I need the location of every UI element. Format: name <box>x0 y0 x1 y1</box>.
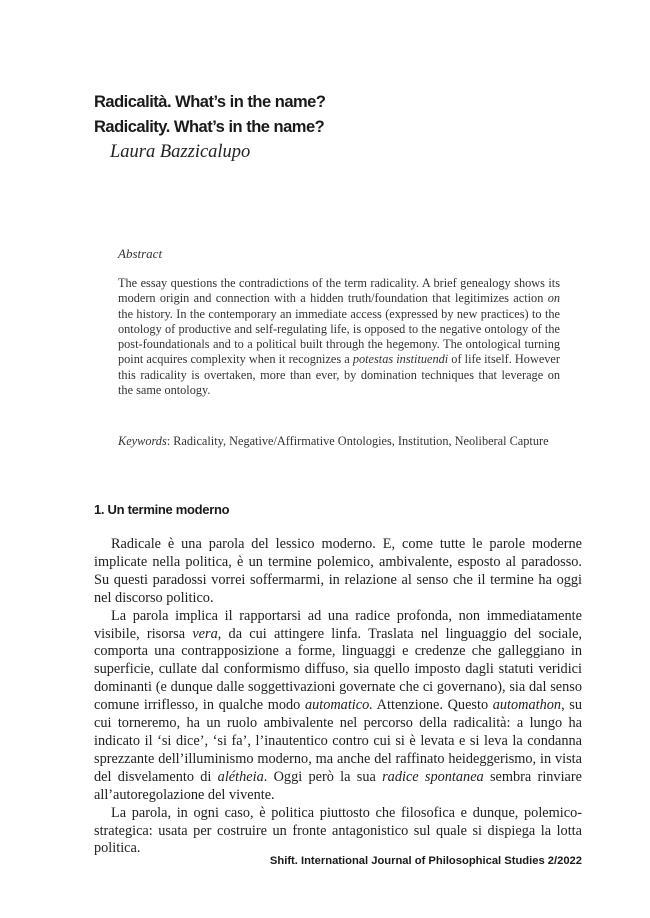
body-emphasis: automathon <box>492 697 562 714</box>
abstract-text: the history. In the contemporary an immediate access (expressed by new practices) to the ontology of productive and self-regulating life, is opposed to the negative ontology of the post-foundationals and to a political built through the hegemony. The ontological turning point acquires complexity when it recognizes a <box>118 306 560 367</box>
abstract-emphasis: potestas instituendi <box>352 352 449 367</box>
article-title-english: Radicality. What’s in the name? <box>94 118 325 136</box>
body-text-segment: sembra rinviare all’autoregolazione del vivente. <box>94 768 583 803</box>
section-body <box>94 536 582 858</box>
abstract-emphasis: on <box>547 291 560 306</box>
article-title-italian: Radicalità. What’s in the name? <box>94 93 326 111</box>
body-text-segment: La parola implica il rapportarsi ad una radice profonda, non immediatamente visibile, risorsa <box>94 607 582 642</box>
abstract-text: of life itself. However this radicality is overtaken, more than ever, by domination techniques that leverage on the same ontology. <box>118 352 560 398</box>
keywords-list: : Radicality, Negative/Affirmative Ontologies, Institution, Neoliberal Capture <box>166 434 549 448</box>
body-text-segment: , su cui torneremo, ha un ruolo ambivalente nel percorso della radicalità: a lungo ha indicato il ‘si dice’, ‘si fa’, l’inautentico contro cui si è levata e si leva la condanna sprezzante dell’illuminismo moderno, ma anche del raffinato heideggerismo, in vista del disvelamento di <box>94 697 582 785</box>
keywords <box>118 434 560 449</box>
abstract-text: The essay questions the contradictions of the term radicality. A brief genealogy shows its modern origin and connection with a hidden truth/foundation that legitimizes action <box>118 276 560 306</box>
body-text-segment: . Oggi però la sua <box>263 768 383 785</box>
keywords-label: Keywords <box>118 434 167 448</box>
section-heading: 1. Un termine moderno <box>94 502 230 517</box>
body-paragraph <box>94 608 582 805</box>
body-emphasis: vera <box>192 625 218 642</box>
body-emphasis: alétheia <box>217 768 264 785</box>
body-paragraph: La parola, in ogni caso, è politica piuttosto che filosofica e dunque, polemico-strategica: usata per costruire un fronte antagonistico sul quale si dispiega la lotta politica. <box>94 804 582 857</box>
body-paragraph: Radicale è una parola del lessico moderno. E, come tutte le parole moderne implicate nella politica, è un termine polemico, ambivalente, esposto al paradosso. Su questi paradossi vorrei soffermarmi, in relazione al senso che il termine ha oggi nel discorso politico. <box>94 536 582 606</box>
body-text-segment: Attenzione. Questo <box>372 697 493 714</box>
body-emphasis: radice spontanea <box>382 768 484 785</box>
body-text-segment: , da cui attingere linfa. Traslata nel linguaggio del sociale, comporta una contrapposizione a forme, linguaggi e credenze che galleggiano in superficie, cullate dal conformismo diffuso, sia quello imposto dagli statuti veridici dominanti (e dunque dalle soggettivazioni governate che ci governano), sia dal senso comune irriflesso, in qualche modo <box>94 625 582 714</box>
author-name: Laura Bazzicalupo <box>110 142 251 162</box>
abstract-body <box>118 276 560 398</box>
journal-footer: Shift. International Journal of Philosophical Studies 2/2022 <box>269 855 582 867</box>
abstract-label: Abstract <box>118 246 163 261</box>
body-emphasis: automatico. <box>304 697 373 714</box>
